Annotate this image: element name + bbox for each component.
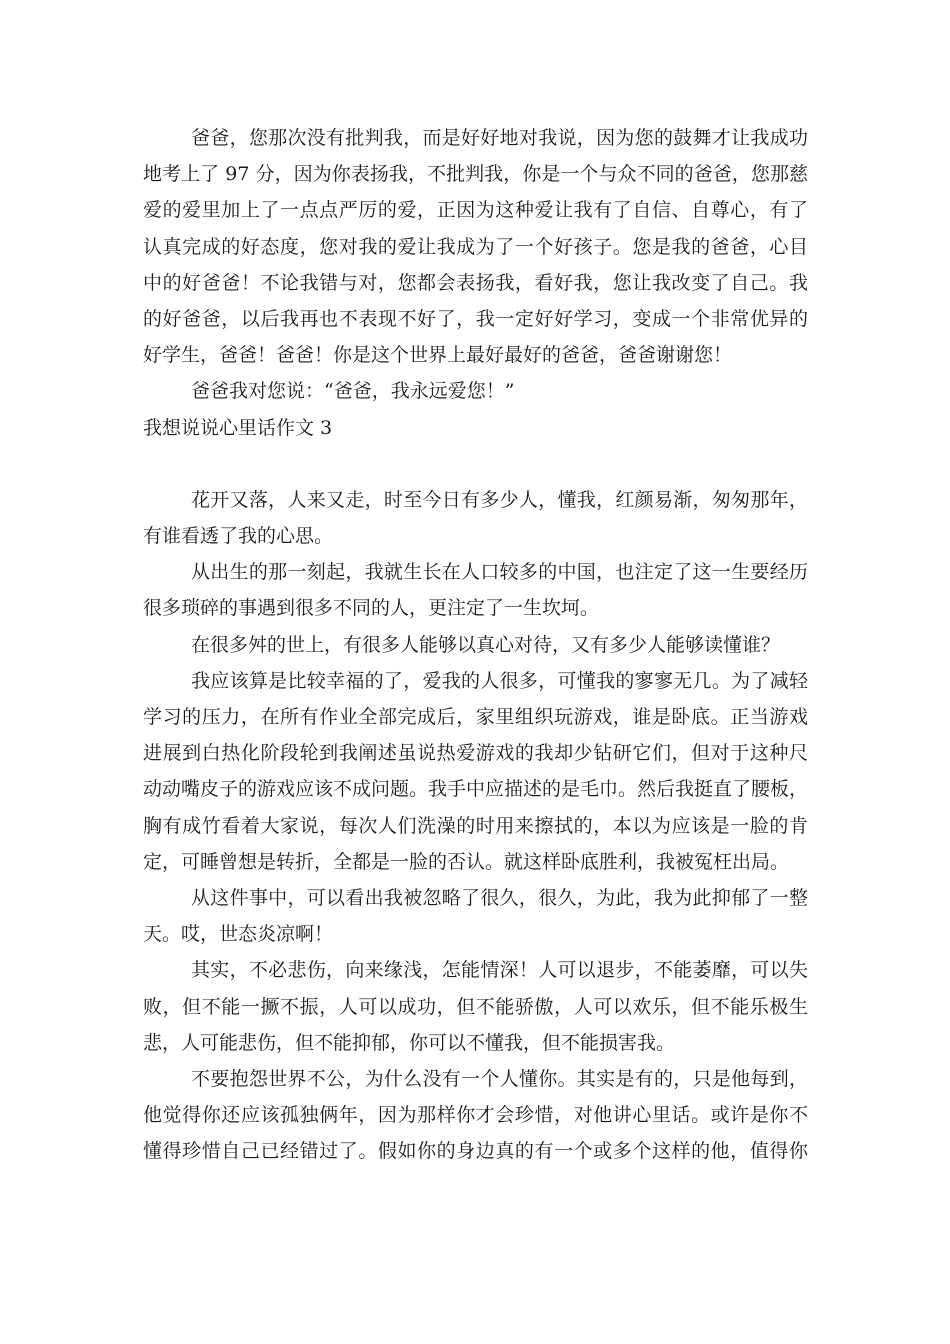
paragraph-line: 中的好爸爸！不论我错与对，您都会表扬我，看好我，您让我改变了自己。我 <box>143 271 808 294</box>
paragraph-line: 很多琐碎的事遇到很多不同的人，更注定了一生坎坷。 <box>143 597 600 620</box>
paragraph-line: 好学生，爸爸！爸爸！你是这个世界上最好最好的爸爸，爸爸谢谢您！ <box>143 344 733 367</box>
paragraph-father-praise <box>143 120 808 373</box>
paragraph-birth <box>143 554 808 626</box>
paragraph-line: 爸爸，您那次没有批判我，而是好好地对我说，因为您的鼓舞才让我成功 <box>191 127 808 149</box>
paragraph-line: 败，但不能一撅不振，人可以成功，但不能骄傲，人可以欢乐，但不能乐极生 <box>143 995 808 1018</box>
paragraph-line: 花开又落，人来又走，时至今日有多少人，懂我，红颜易渐，匆匆那年， <box>191 488 808 511</box>
paragraph-line: 定，可睡曾想是转折，全都是一脸的否认。就这样卧底胜利，我被冤枉出局。 <box>143 850 790 873</box>
paragraph-flowers <box>143 482 808 554</box>
section-title <box>143 410 808 446</box>
document-body <box>143 120 808 1169</box>
paragraph-line: 动动嘴皮子的游戏应该不成问题。我手中应描述的是毛巾。然后我挺直了腰板， <box>143 778 809 801</box>
paragraph-line: 其实，不必悲伤，向来缘浅，怎能情深！人可以退步，不能萎靡，可以失 <box>191 959 808 982</box>
paragraph-line: 从这件事中，可以看出我被忽略了很久，很久，为此，我为此抑郁了一整 <box>191 886 808 909</box>
paragraph-line: 悲，人可能悲伤，但不能抑郁，你可以不懂我，但不能损害我。 <box>143 1031 676 1054</box>
paragraph-game <box>143 663 808 880</box>
paragraph-line: 不要抱怨世界不公，为什么没有一个人懂你。其实是有的，只是他每到， <box>191 1067 808 1090</box>
paragraph-line: 在很多舛的世上，有很多人能够以真心对待，又有多少人能够读懂谁？ <box>191 633 781 656</box>
paragraph-no-sorrow <box>143 952 808 1061</box>
paragraph-no-complaint <box>143 1061 808 1170</box>
paragraph-line: 认真完成的好态度，您对我的爱让我成为了一个好孩子。您是我的爸爸，心目 <box>143 235 808 258</box>
paragraph-line: 我应该算是比较幸福的了，爱我的人很多，可懂我的寥寥无几。为了减轻 <box>191 669 808 692</box>
paragraph-line: 天。哎，世态炎凉啊！ <box>143 923 334 946</box>
paragraph-line: 他觉得你还应该孤独俩年，因为那样你才会珍惜，对他讲心里话。或许是你不 <box>143 1104 808 1127</box>
paragraph-line: 爱的爱里加上了一点点严厉的爱，正因为这种爱让我有了自信、自尊心，有了 <box>143 199 808 222</box>
paragraph-line: 有谁看透了我的心思。 <box>143 525 334 548</box>
paragraph-line: 懂得珍惜自己已经错过了。假如你的身边真的有一个或多个这样的他，值得你 <box>143 1140 808 1163</box>
section-title-text: 我想说说心里话作文 3 <box>143 416 333 439</box>
paragraph-line: 从出生的那一刻起，我就生长在人口较多的中国，也注定了这一生要经历 <box>191 561 808 584</box>
blank-line <box>143 446 808 482</box>
paragraph-world <box>143 627 808 663</box>
paragraph-ignored <box>143 880 808 952</box>
paragraph-line: 胸有成竹看着大家说，每次人们洗澡的时用来擦拭的，本以为应该是一脸的肯 <box>143 814 808 837</box>
paragraph-line: 进展到白热化阶段轮到我阐述虽说热爱游戏的我却少钻研它们，但对于这种尺 <box>143 742 808 765</box>
paragraph-love-you <box>143 373 808 409</box>
paragraph-line: 学习的压力，在所有作业全部完成后，家里组织玩游戏，谁是卧底。正当游戏 <box>143 706 808 728</box>
paragraph-line: 爸爸我对您说：“爸爸，我永远爱您！” <box>191 380 515 403</box>
paragraph-line: 地考上了 97 分，因为你表扬我，不批判我，你是一个与众不同的爸爸，您那慈 <box>143 163 808 186</box>
paragraph-line: 的好爸爸，以后我再也不表现不好了，我一定好好学习，变成一个非常优异的 <box>143 307 808 330</box>
